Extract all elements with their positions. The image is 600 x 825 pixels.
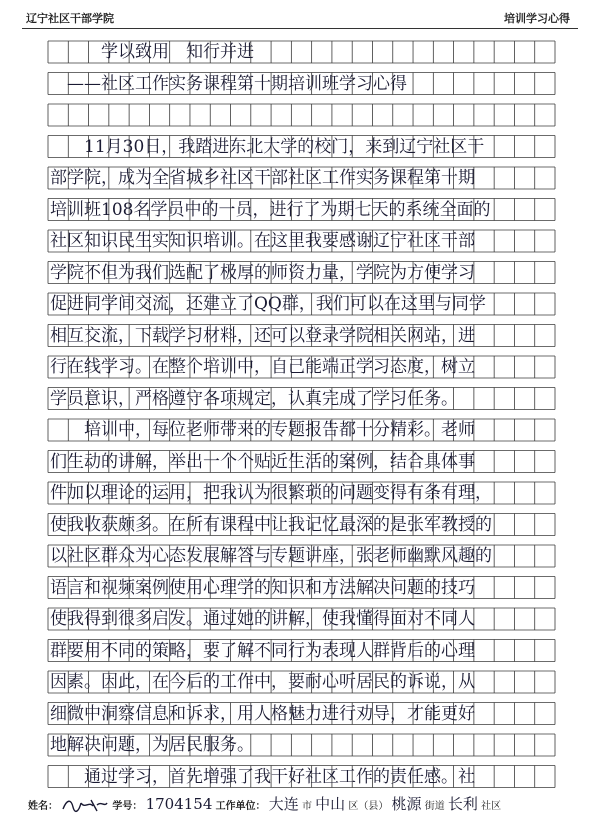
header-institution: 辽宁社区干部学院 (26, 12, 114, 25)
essay-line: 培训班108名学员中的一员，进行了为期七天的系统全面的 (50, 199, 491, 220)
student-no-label: 学号： (112, 801, 143, 812)
essay-line: 社区知识民生实知识培训。在这里我要感谢辽宁社区干部 (50, 231, 475, 251)
student-info-footer (28, 793, 580, 814)
essay-title-line: ——社区工作实务课程第十期培训班学习心得 (50, 73, 407, 94)
student-no-value: 1704154 (145, 795, 213, 813)
essay-line: 培训中，每位老师带来的专题报告都十分精彩。老师 (50, 420, 475, 440)
district-unit: 区（县） (348, 801, 389, 812)
essay-line: 群要用不同的策略，要了解不同行为表现人群背后的心理 (50, 640, 475, 661)
essay-line: 通过学习，首先增强了我干好社区工作的责任感。社 (50, 766, 475, 787)
essay-line: 地解决问题，为居民服务。 (50, 735, 254, 755)
city-unit: 市 (301, 801, 312, 812)
handwritten-signature (61, 797, 109, 813)
essay-line: 细微中洞察信息和诉求，用人格魅力进行劝导，才能更好 (50, 703, 475, 724)
essay-line: 11月30日，我踏进东北大学的校门，来到辽宁社区干 (50, 136, 485, 157)
community-unit: 社区 (481, 801, 502, 812)
essay-line: 语言和视频案例使用心理学的知识和方法解决问题的技巧 (50, 577, 475, 598)
city-value: 大连 (268, 795, 299, 813)
essay-line: 部学院，成为全省城乡社区干部社区工作实务课程第十期 (50, 168, 475, 188)
essay-line: 因素。因此，在今后的工作中，要耐心听居民的诉说，从 (50, 672, 475, 692)
name-label: 姓名： (28, 801, 58, 812)
essay-line: 使我得到很多启发。通过她的讲解，使我懂得面对不同人 (50, 609, 475, 629)
essay-line: 学员意识，严格遵守各项规定，认真完成了学习任务。 (50, 388, 458, 409)
essay-line: 使我收获颇多。在所有课程中让我记忆最深的是张军教授的 (50, 514, 492, 535)
essay-line (50, 104, 553, 126)
essay-line: 学院不但为我们选配了极厚的师资力量，学院为方便学习 (50, 262, 475, 283)
community-value: 长利 (447, 795, 478, 813)
header-doc-type: 培训学习心得 (504, 12, 570, 25)
essay-line: 以社区群众为心态发展解答与专题讲座，张老师幽默风趣的 (50, 546, 492, 566)
essay-line: 件加以理论的运用，把我认为很繁琐的问题变得有条有理， (50, 483, 492, 503)
street-value: 桃源 (391, 795, 422, 813)
essay-line: 行在线学习。在整个培训中，自己能端正学习态度，树立 (50, 357, 475, 377)
unit-label: 工作单位： (215, 801, 266, 812)
essay-line: 们生动的讲解，举出一个个贴近生活的案例，结合具体事 (50, 451, 475, 472)
street-unit: 街道 (424, 801, 445, 812)
essay-line: 促进同学间交流，还建立了QQ群，我们可以在这里与同学 (50, 294, 486, 314)
essay-title-line: 学以致用 知行并进 (50, 42, 254, 62)
district-value: 中山 (315, 795, 346, 813)
essay-line: 相互交流，下载学习材料，还可以登录学院相关网站，进 (50, 325, 475, 346)
